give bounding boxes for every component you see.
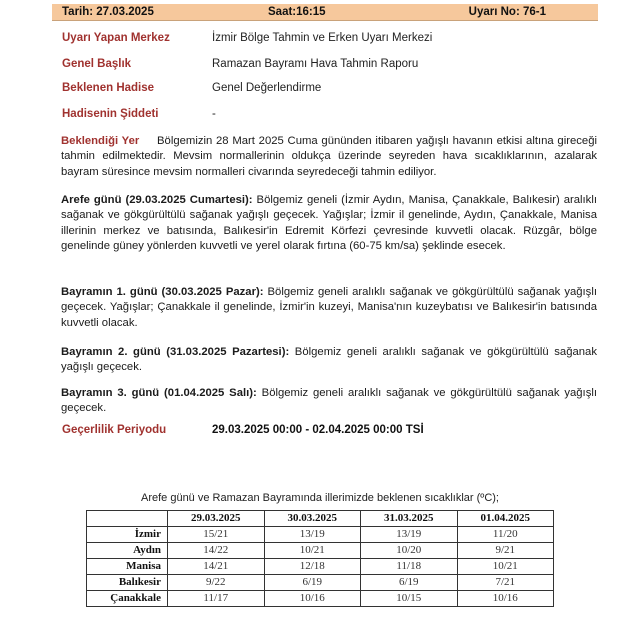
table-header-row bbox=[87, 511, 554, 527]
temp-cell: 11/18 bbox=[361, 559, 458, 575]
table-row bbox=[87, 575, 554, 591]
temp-cell: 10/21 bbox=[264, 543, 361, 559]
table-header-cell: 29.03.2025 bbox=[168, 511, 265, 527]
temp-cell: 10/16 bbox=[457, 591, 554, 607]
city-cell: Balıkesir bbox=[87, 575, 168, 591]
day-paragraph-bayram-1 bbox=[61, 285, 597, 331]
day-title: Arefe günü (29.03.2025 Cumartesi): bbox=[61, 194, 253, 206]
expected-place-text: Bölgemizin 28 Mart 2025 Cuma gününden itibaren yağışlı havanın etkisi altına gireceği tahmin edilmektedir. Mevsim normallerinin oldukça üzerinde seyreden hava sıcaklıklarının, azalarak bayram süresince mevsim normalleri civarında seyredeceği tahmin ediliyor. bbox=[61, 135, 597, 178]
field-label: Genel Başlık bbox=[62, 58, 132, 70]
table-row bbox=[87, 543, 554, 559]
city-cell: Aydın bbox=[87, 543, 168, 559]
temp-cell: 14/22 bbox=[168, 543, 265, 559]
temp-cell: 7/21 bbox=[457, 575, 554, 591]
day-title: Bayramın 2. günü (31.03.2025 Pazartesi): bbox=[61, 346, 290, 358]
expected-place-label: Beklendiği Yer bbox=[61, 135, 140, 147]
report-time: Saat:16:15 bbox=[268, 6, 326, 18]
field-label: Uyarı Yapan Merkez bbox=[62, 32, 170, 44]
temp-cell: 11/20 bbox=[457, 527, 554, 543]
temp-cell: 9/22 bbox=[168, 575, 265, 591]
validity-value: 29.03.2025 00:00 - 02.04.2025 00:00 TSİ bbox=[212, 424, 424, 436]
table-header-cell: 31.03.2025 bbox=[361, 511, 458, 527]
temp-cell: 14/21 bbox=[168, 559, 265, 575]
table-row bbox=[87, 527, 554, 543]
temp-cell: 6/19 bbox=[361, 575, 458, 591]
table-row bbox=[87, 591, 554, 607]
day-paragraph-bayram-2 bbox=[61, 345, 597, 376]
day-text: Bölgemiz geneli aralıklı sağanak ve gökgürültülü sağanak yağışlı geçecek. bbox=[61, 346, 597, 374]
temp-cell: 13/19 bbox=[264, 527, 361, 543]
table-row bbox=[87, 559, 554, 575]
table-header-cell bbox=[87, 511, 168, 527]
day-paragraph-arefe bbox=[61, 193, 597, 255]
field-label: Hadisenin Şiddeti bbox=[62, 108, 159, 120]
temp-cell: 9/21 bbox=[457, 543, 554, 559]
validity-label: Geçerlilik Periyodu bbox=[62, 424, 167, 436]
field-value: Ramazan Bayramı Hava Tahmin Raporu bbox=[212, 58, 419, 70]
field-value: İzmir Bölge Tahmin ve Erken Uyarı Merkezi bbox=[212, 32, 433, 44]
temp-cell: 10/21 bbox=[457, 559, 554, 575]
temp-cell: 15/21 bbox=[168, 527, 265, 543]
temp-cell: 6/19 bbox=[264, 575, 361, 591]
field-label: Beklenen Hadise bbox=[62, 82, 155, 94]
temp-cell: 10/15 bbox=[361, 591, 458, 607]
day-text: Bölgemiz geneli aralıklı sağanak ve gökgürültülü sağanak yağışlı geçecek. Yağışlar; Çanakkale il genelinde, İzmir'in kuzeyi, Manisa'nın kuzeybatısı ve Balıkesir'in batısında kuvvetli olacak. bbox=[61, 286, 597, 329]
temperature-table bbox=[86, 510, 554, 607]
table-header-cell: 01.04.2025 bbox=[457, 511, 554, 527]
day-title: Bayramın 1. günü (30.03.2025 Pazar): bbox=[61, 286, 264, 298]
day-paragraph-bayram-3 bbox=[61, 386, 597, 417]
field-value: Genel Değerlendirme bbox=[212, 82, 322, 94]
expected-place-paragraph bbox=[61, 134, 597, 180]
report-date: Tarih: 27.03.2025 bbox=[62, 6, 154, 18]
field-value: - bbox=[212, 108, 216, 120]
city-cell: Çanakkale bbox=[87, 591, 168, 607]
day-text: Bölgemiz geneli aralıklı sağanak ve gökgürültülü sağanak yağışlı geçecek. bbox=[61, 387, 597, 415]
city-cell: İzmir bbox=[87, 527, 168, 543]
day-text: Bölgemiz geneli (İzmir Aydın, Manisa, Çanakkale, Balıkesir) aralıklı sağanak ve gökgürültülü sağanak yağışlı geçecek. Yağışlar; İzmir il genelinde, Aydın, Çanakkale, Manisa illerinin merkez ve batısında, Balıkesir'in Edremit Körfezi çevresinde kuvvetli olacak. Rüzgâr, bölge genelinde güney yönlerden kuvvetli ve yerel olarak fırtına (60-75 km/sa) şeklinde esecek. bbox=[61, 194, 597, 253]
temp-cell: 12/18 bbox=[264, 559, 361, 575]
table-header-cell: 30.03.2025 bbox=[264, 511, 361, 527]
temp-cell: 11/17 bbox=[168, 591, 265, 607]
day-title: Bayramın 3. günü (01.04.2025 Salı): bbox=[61, 387, 257, 399]
temp-cell: 13/19 bbox=[361, 527, 458, 543]
header-bar bbox=[52, 4, 598, 21]
temp-cell: 10/20 bbox=[361, 543, 458, 559]
temperature-table-caption: Arefe günü ve Ramazan Bayramında illerimizde beklenen sıcaklıklar (ºC); bbox=[140, 492, 499, 504]
city-cell: Manisa bbox=[87, 559, 168, 575]
warning-number: Uyarı No: 76-1 bbox=[468, 6, 546, 18]
temp-cell: 10/16 bbox=[264, 591, 361, 607]
